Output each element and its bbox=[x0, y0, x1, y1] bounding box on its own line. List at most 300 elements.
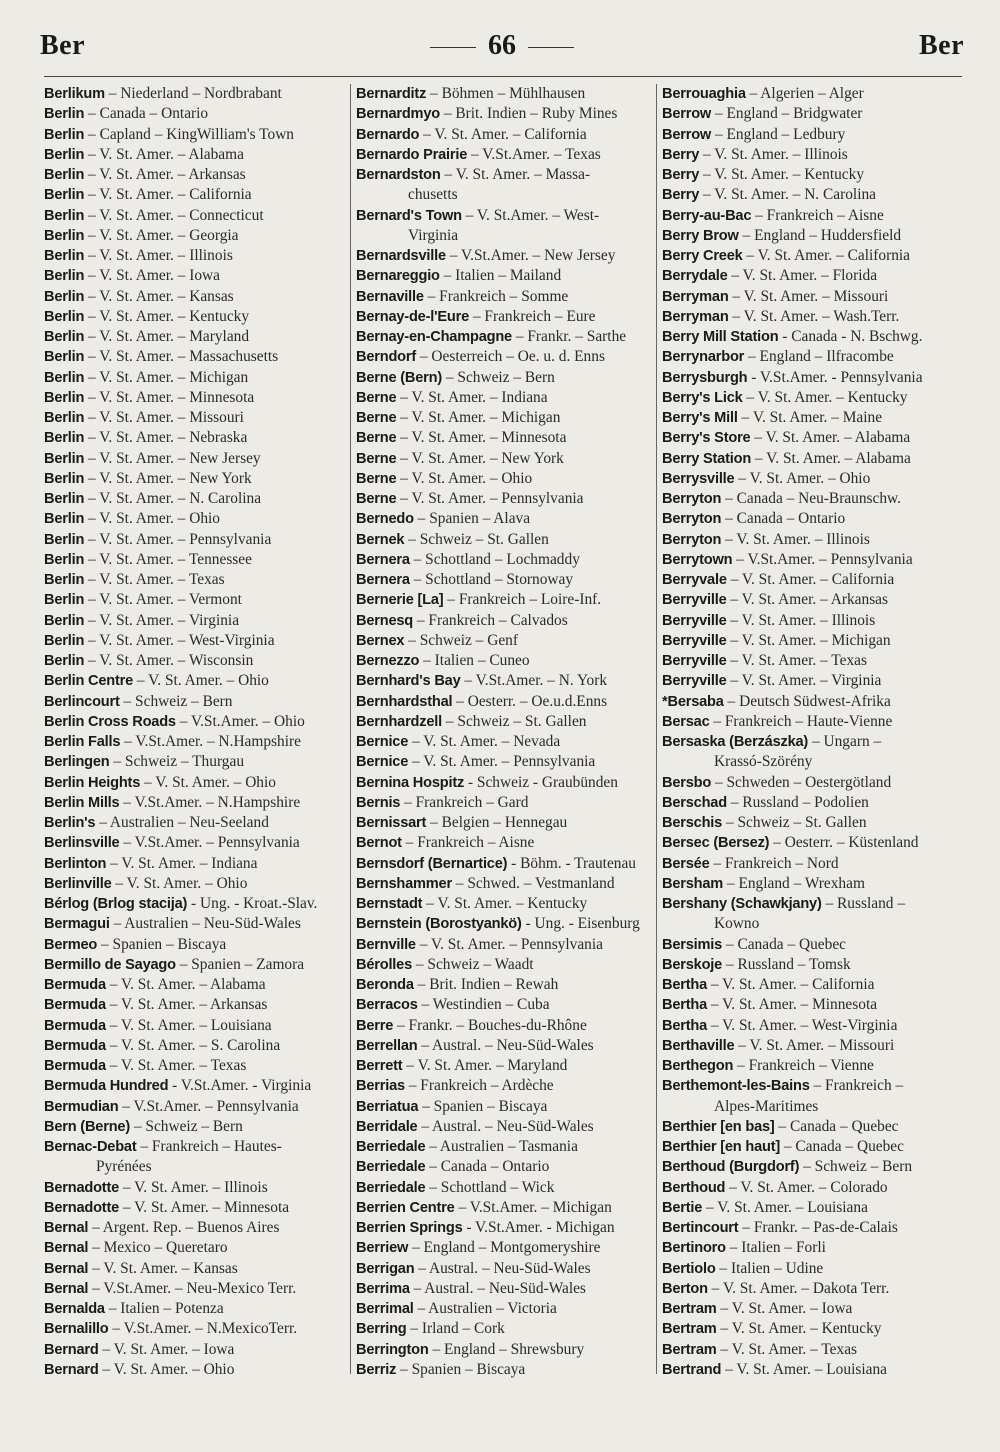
entry-location: – V. St. Amer. – Minnesota bbox=[119, 1198, 290, 1216]
entry-headword: Berlin bbox=[44, 329, 85, 345]
entry-headword: Berlin Cross Roads bbox=[44, 713, 176, 730]
entry-location: – V.St.Amer. – N.Hampshire bbox=[119, 793, 301, 811]
gazetteer-entry bbox=[44, 287, 344, 307]
entry-headword: Berlin bbox=[44, 167, 85, 183]
entry-headword: Berthoud bbox=[662, 1179, 726, 1196]
entry-headword: Bersée bbox=[662, 855, 710, 872]
gazetteer-entry bbox=[356, 246, 656, 266]
entry-location: – Italien – Potenza bbox=[104, 1300, 224, 1317]
entry-location: – Frankreich – Somme bbox=[423, 287, 569, 305]
entry-location: – V.St.Amer. – N. York bbox=[460, 672, 608, 690]
gazetteer-entry bbox=[44, 125, 344, 145]
gazetteer-entry bbox=[356, 449, 656, 469]
entry-location: – V. St. Amer. – Arkansas bbox=[84, 166, 246, 183]
gazetteer-entry bbox=[356, 206, 656, 247]
entry-headword: Berlin bbox=[44, 491, 85, 507]
page-header bbox=[40, 30, 964, 70]
entry-location: – Austral. – Neu-Süd-Wales bbox=[417, 1117, 594, 1135]
entry-headword: Berne bbox=[356, 410, 397, 426]
entry-location: – V. St. Amer. – Maryland bbox=[84, 328, 250, 345]
entry-headword: Bernissart bbox=[356, 815, 427, 831]
gazetteer-entry bbox=[356, 590, 656, 610]
entry-headword: Bernezzo bbox=[356, 653, 420, 669]
entry-headword: Berthemont-les-Bains bbox=[662, 1078, 810, 1095]
gazetteer-entry bbox=[44, 671, 344, 691]
entry-headword: Berridale bbox=[356, 1118, 418, 1135]
gazetteer-entry bbox=[356, 1319, 656, 1339]
gazetteer-entry bbox=[44, 854, 344, 874]
entry-headword: Berlin bbox=[44, 369, 85, 386]
gazetteer-entry bbox=[44, 1319, 344, 1339]
entry-location: – V. St. Amer. – Minnesota bbox=[707, 996, 878, 1014]
gazetteer-entry bbox=[356, 428, 656, 448]
entry-location: – Australien – Neu-Seeland bbox=[95, 814, 269, 831]
gazetteer-entry bbox=[44, 1299, 344, 1319]
entry-headword: Berlingen bbox=[44, 754, 110, 771]
entry-headword: Bertincourt bbox=[662, 1220, 739, 1236]
entry-location: – Schweiz – Bern bbox=[442, 368, 555, 386]
entry-headword: Bernarditz bbox=[356, 86, 427, 102]
entry-headword: Berrigan bbox=[356, 1260, 415, 1277]
column-divider bbox=[656, 84, 657, 1374]
gazetteer-entry bbox=[356, 1076, 656, 1096]
entry-headword: Bernadotte bbox=[44, 1179, 120, 1196]
gazetteer-entry bbox=[662, 712, 964, 732]
entry-headword: Berlin Heights bbox=[44, 774, 141, 791]
entry-headword: Bermuda bbox=[44, 1058, 106, 1074]
entry-headword: Bernice bbox=[356, 754, 409, 771]
gazetteer-entry bbox=[356, 1178, 656, 1198]
entry-location: – V. St. Amer. – Texas bbox=[716, 1340, 858, 1358]
entry-headword: Bernshammer bbox=[356, 875, 452, 892]
entry-location: – England – Ilfracombe bbox=[744, 348, 894, 366]
gazetteer-entry bbox=[662, 185, 964, 205]
entry-headword: Bernal bbox=[44, 1260, 89, 1277]
entry-location: – Schweiz – St. Gallen bbox=[722, 814, 867, 831]
entry-headword: Berlin bbox=[44, 227, 85, 244]
entry-headword: Berry's Mill bbox=[662, 410, 738, 426]
gazetteer-entry bbox=[662, 590, 964, 610]
gazetteer-entry bbox=[356, 550, 656, 570]
entry-headword: Bern (Berne) bbox=[44, 1118, 130, 1135]
gazetteer-entry bbox=[356, 752, 656, 772]
entry-headword: Bersac bbox=[662, 713, 710, 730]
entry-location: – V. St. Amer. – Kentucky bbox=[422, 895, 588, 912]
entry-location: – V. St. Amer. – Michigan bbox=[396, 409, 561, 426]
entry-location: – V. St. Amer. – Alabama bbox=[750, 429, 911, 447]
entry-location: – Schweiz – St. Gallen bbox=[404, 530, 549, 548]
gazetteer-entry bbox=[44, 732, 344, 752]
entry-location: – V. St. Amer. – Maryland bbox=[402, 1057, 568, 1074]
entry-location: – V. St. Amer. – Texas bbox=[726, 652, 867, 669]
entry-headword: Berryville bbox=[662, 632, 727, 649]
entry-location: – V.St.Amer. – Ohio bbox=[175, 712, 305, 730]
entry-headword: Berne bbox=[356, 491, 397, 507]
entry-headword: Bertha bbox=[662, 997, 708, 1014]
gazetteer-entry bbox=[44, 1056, 344, 1076]
entry-headword: Berskoje bbox=[662, 956, 723, 973]
gazetteer-entry bbox=[44, 773, 344, 793]
entry-headword: Berrytown bbox=[662, 551, 733, 568]
gazetteer-entry bbox=[356, 732, 656, 752]
entry-location: – V. St. Amer. – Alabama bbox=[84, 145, 244, 163]
entry-headword: Bertram bbox=[662, 1321, 717, 1338]
gazetteer-entry bbox=[44, 368, 344, 388]
entry-location: – Schottland – Wick bbox=[425, 1178, 555, 1196]
gazetteer-entry bbox=[356, 1279, 656, 1299]
entry-location: – Capland – KingWilliam's Town bbox=[84, 125, 295, 143]
gazetteer-entry bbox=[356, 530, 656, 550]
entry-location: – V.St.Amer. – Pennsylvania bbox=[119, 834, 300, 852]
entry-location: – Frankreich – Aisne bbox=[751, 206, 884, 224]
entry-location: – V. St. Amer. – Dakota Terr. bbox=[707, 1279, 890, 1297]
entry-continuation: Virginia bbox=[408, 226, 459, 244]
entry-headword: Bernardmyo bbox=[356, 106, 440, 123]
entry-location: – V. St. Amer. – Alabama bbox=[105, 976, 266, 993]
gazetteer-entry bbox=[662, 1157, 964, 1177]
entry-headword: Berriz bbox=[356, 1361, 397, 1378]
gazetteer-entry bbox=[44, 1198, 344, 1218]
entry-location: – V.St.Amer. – N.Hampshire bbox=[120, 733, 301, 750]
entry-location: – V. St. Amer. – Minnesota bbox=[84, 388, 255, 406]
entry-location: – Canada – Ontario bbox=[721, 510, 846, 528]
entry-headword: Bernardo bbox=[356, 126, 420, 143]
entry-location: – V. St. Amer. – West-Virginia bbox=[707, 1016, 898, 1034]
entry-headword: Berthegon bbox=[662, 1058, 734, 1074]
entry-location: – Italien – Mailand bbox=[439, 267, 562, 285]
entry-headword: Bernstadt bbox=[356, 896, 423, 912]
entry-location: – V. St. Amer. – S. Carolina bbox=[105, 1036, 281, 1054]
gazetteer-entry bbox=[356, 1218, 656, 1238]
entry-location: – V. St. Amer. – Massachusetts bbox=[84, 348, 279, 366]
entry-headword: Berne (Bern) bbox=[356, 369, 442, 386]
gazetteer-entry bbox=[44, 226, 344, 246]
entry-location: – V. St. Amer. – Virginia bbox=[84, 611, 240, 629]
entry-headword: Bernot bbox=[356, 835, 402, 852]
entry-location: – V. St. Amer. – Ohio bbox=[111, 874, 248, 892]
entry-headword: Bernsdorf (Bernartice) bbox=[356, 855, 508, 872]
gazetteer-entry bbox=[44, 874, 344, 894]
gazetteer-entry bbox=[44, 307, 344, 327]
gazetteer-entry bbox=[662, 125, 964, 145]
entry-headword: Bermuda Hundred bbox=[44, 1078, 169, 1095]
gazetteer-entry bbox=[356, 773, 656, 793]
gazetteer-entry bbox=[662, 530, 964, 550]
gazetteer-entry bbox=[662, 570, 964, 590]
entry-headword: Bertiolo bbox=[662, 1260, 716, 1277]
entry-location: – V. St. Amer. – Kentucky bbox=[699, 166, 865, 183]
gazetteer-entry bbox=[44, 1259, 344, 1279]
entry-headword: Bersec (Bersez) bbox=[662, 835, 770, 852]
gazetteer-entry bbox=[662, 813, 964, 833]
entry-headword: Bermudian bbox=[44, 1098, 119, 1115]
entry-headword: Beronda bbox=[356, 977, 414, 993]
gazetteer-entry bbox=[44, 995, 344, 1015]
entry-headword: Berrow bbox=[662, 106, 712, 123]
gazetteer-entry bbox=[356, 631, 656, 651]
entry-location: – Australien – Tasmania bbox=[425, 1138, 578, 1155]
gazetteer-entry bbox=[662, 1238, 964, 1258]
entry-location: – V. St. Amer. – Illinois bbox=[119, 1178, 268, 1196]
entry-location: – Australien – Victoria bbox=[413, 1300, 557, 1317]
entry-headword: Berry Mill Station bbox=[662, 329, 779, 345]
gazetteer-entry bbox=[44, 104, 344, 124]
entry-headword: Bernera bbox=[356, 572, 410, 588]
entry-headword: Bernal bbox=[44, 1220, 89, 1236]
gazetteer-entry bbox=[356, 1036, 656, 1056]
entry-location: – V.St.Amer. – Pennsylvania bbox=[732, 550, 913, 568]
entry-location: – V. St. Amer. – Kansas bbox=[88, 1259, 238, 1277]
entry-headword: Bernina Hospitz bbox=[356, 774, 465, 791]
entry-location: – V. St. Amer. – Ohio bbox=[734, 469, 871, 487]
entry-location: – V. St. Amer. – New York bbox=[396, 449, 564, 467]
entry-location: – Frankreich – Gard bbox=[400, 793, 529, 811]
entry-location: – V. St. Amer. – Iowa bbox=[716, 1300, 853, 1317]
entry-headword: Berrimal bbox=[356, 1301, 414, 1317]
entry-headword: Berlin bbox=[44, 531, 85, 548]
entry-headword: Berryvale bbox=[662, 572, 727, 588]
entry-location: – Frankreich – Nord bbox=[709, 854, 839, 872]
gazetteer-entry bbox=[662, 631, 964, 651]
gazetteer-entry bbox=[44, 530, 344, 550]
entry-headword: Berriedale bbox=[356, 1139, 426, 1155]
gazetteer-entry bbox=[356, 692, 656, 712]
gazetteer-entry bbox=[44, 894, 344, 914]
gazetteer-entry bbox=[662, 550, 964, 570]
entry-location: – V. St. Amer. – Illinois bbox=[726, 611, 876, 629]
gazetteer-entry bbox=[44, 692, 344, 712]
entry-headword: Bertram bbox=[662, 1341, 717, 1358]
entry-headword: Berschis bbox=[662, 815, 723, 831]
entry-location: – Spanien – Zamora bbox=[175, 955, 305, 973]
entry-headword: Bernardsville bbox=[356, 248, 446, 264]
gazetteer-entry bbox=[44, 975, 344, 995]
entry-location: – V. St. Amer. – Iowa bbox=[84, 267, 220, 285]
gazetteer-entry bbox=[662, 347, 964, 367]
entry-headword: Berriatua bbox=[356, 1098, 419, 1115]
entry-headword: Berthaville bbox=[662, 1037, 735, 1054]
gazetteer-entry bbox=[662, 388, 964, 408]
entry-location: – V. St. Amer. – Arkansas bbox=[105, 996, 268, 1014]
entry-location: – Schweden – Oestergötland bbox=[711, 773, 892, 791]
entry-headword: Bernadotte bbox=[44, 1199, 120, 1216]
entry-location: – Frankreich – bbox=[809, 1077, 904, 1095]
gazetteer-entry bbox=[44, 1178, 344, 1198]
entry-location: – V. St. Amer. – Nevada bbox=[408, 733, 561, 750]
gazetteer-entry bbox=[356, 813, 656, 833]
gazetteer-entry bbox=[44, 1340, 344, 1360]
entry-headword: Berrow bbox=[662, 126, 712, 143]
entry-headword: Berlin bbox=[44, 288, 85, 305]
entry-headword: Bermagui bbox=[44, 916, 110, 933]
entry-location: – Schweiz – Genf bbox=[404, 631, 518, 649]
entry-headword: Bernareggio bbox=[356, 268, 440, 285]
header-rule bbox=[44, 76, 962, 77]
gazetteer-entry bbox=[356, 914, 656, 934]
gazetteer-entry bbox=[662, 1319, 964, 1339]
entry-location: – V. St. Amer. – Arkansas bbox=[726, 591, 889, 609]
entry-location: – England – Montgomeryshire bbox=[408, 1239, 601, 1257]
entry-location: – Austral. – Neu-Süd-Wales bbox=[417, 1036, 594, 1054]
entry-location: – Frankreich – Calvados bbox=[413, 611, 568, 629]
entry-headword: Berlin bbox=[44, 349, 85, 366]
entry-headword: Berne bbox=[356, 430, 397, 447]
gazetteer-entry bbox=[356, 1299, 656, 1319]
entry-headword: Berlinville bbox=[44, 875, 112, 892]
entry-location: – V. St. Amer. – California bbox=[419, 125, 587, 143]
entry-location: – Frankr. – Bouches-du-Rhône bbox=[393, 1016, 587, 1034]
entry-location: – V. St. Amer. – Missouri bbox=[728, 287, 889, 305]
entry-headword: Bersimis bbox=[662, 936, 723, 953]
gazetteer-entry bbox=[356, 1137, 656, 1157]
gazetteer-entry bbox=[356, 307, 656, 327]
divider bbox=[528, 47, 574, 48]
entry-headword: Berryton bbox=[662, 531, 722, 548]
gazetteer-entry bbox=[662, 732, 964, 773]
gazetteer-entry bbox=[662, 84, 964, 104]
gazetteer-entry bbox=[44, 388, 344, 408]
gazetteer-entry bbox=[44, 206, 344, 226]
entry-location: – Mexico – Queretaro bbox=[88, 1239, 228, 1257]
entry-location: – V. St. Amer. – Ohio bbox=[140, 773, 276, 791]
entry-location: – Austral. – Neu-Süd-Wales bbox=[414, 1259, 591, 1277]
entry-headword: Berry bbox=[662, 187, 700, 204]
entry-location: – V.St.Amer. – Neu-Mexico Terr. bbox=[88, 1279, 297, 1297]
entry-location: – V. St. Amer. – New York bbox=[84, 469, 252, 487]
entry-headword: Berlikum bbox=[44, 86, 105, 102]
entry-location: – V. St. Amer. – Michigan bbox=[726, 631, 891, 649]
entry-location: – Westindien – Cuba bbox=[417, 996, 550, 1014]
entry-headword: Berlin bbox=[44, 612, 85, 629]
gazetteer-entry bbox=[44, 165, 344, 185]
gazetteer-entry bbox=[356, 874, 656, 894]
entry-location: – Italien – Udine bbox=[715, 1259, 824, 1277]
gazetteer-entry bbox=[356, 1259, 656, 1279]
entry-location: - Ung. - Eisenburg bbox=[521, 915, 640, 933]
entry-location: – V. St. Amer. – Maine bbox=[737, 409, 883, 426]
entry-location: – Ungarn – bbox=[808, 733, 882, 750]
entry-headword: Berlin bbox=[44, 410, 85, 426]
gazetteer-entry bbox=[662, 793, 964, 813]
gazetteer-entry bbox=[44, 550, 344, 570]
entry-headword: Berlin bbox=[44, 248, 85, 264]
gazetteer-entry bbox=[356, 1157, 656, 1177]
entry-headword: Berlin bbox=[44, 308, 85, 325]
entry-location: – V. St. Amer. – California bbox=[84, 186, 252, 204]
entry-headword: Bermuda bbox=[44, 997, 106, 1014]
gazetteer-entry bbox=[44, 185, 344, 205]
divider bbox=[430, 47, 476, 48]
entry-headword: Bertrand bbox=[662, 1361, 722, 1378]
entry-location: – V. St. Amer. – Missouri bbox=[84, 409, 244, 426]
gazetteer-entry bbox=[44, 833, 344, 853]
entry-headword: Berry-au-Bac bbox=[662, 207, 752, 224]
entry-headword: Berry's Lick bbox=[662, 389, 743, 406]
entry-headword: Berne bbox=[356, 389, 397, 406]
entry-headword: Berlin bbox=[44, 389, 85, 406]
entry-location: - V.St.Amer. - Pennsylvania bbox=[747, 368, 923, 386]
gazetteer-entry bbox=[44, 1360, 344, 1380]
entry-location: – V. St. Amer. – Colorado bbox=[725, 1178, 888, 1196]
entry-headword: Berrydale bbox=[662, 268, 728, 285]
entry-location: – Belgien – Hennegau bbox=[426, 814, 568, 831]
gazetteer-entry bbox=[662, 1279, 964, 1299]
entry-location: - Canada - N. Bschwg. bbox=[778, 328, 923, 345]
entry-location: – V. St. Amer. – N. Carolina bbox=[699, 186, 876, 204]
entry-headword: Berry's Store bbox=[662, 430, 751, 447]
gazetteer-entry bbox=[44, 651, 344, 671]
entry-headword: Berrias bbox=[356, 1078, 405, 1095]
gazetteer-entry bbox=[356, 1117, 656, 1137]
gazetteer-entry bbox=[356, 509, 656, 529]
entry-headword: Berlin Mills bbox=[44, 794, 120, 811]
gazetteer-entry bbox=[662, 995, 964, 1015]
gazetteer-entry bbox=[44, 1218, 344, 1238]
entry-headword: Bertinoro bbox=[662, 1240, 726, 1257]
entry-continuation: Alpes-Maritimes bbox=[714, 1097, 819, 1115]
gazetteer-entry bbox=[356, 854, 656, 874]
entry-location: - V.St.Amer. - Virginia bbox=[168, 1077, 312, 1095]
gazetteer-entry bbox=[662, 651, 964, 671]
gazetteer-entry bbox=[44, 752, 344, 772]
entry-headword: Bernedo bbox=[356, 511, 414, 528]
entry-headword: Berriedale bbox=[356, 1159, 426, 1176]
entry-headword: Berryman bbox=[662, 308, 729, 325]
entry-location: - Böhm. - Trautenau bbox=[507, 854, 636, 872]
entry-location: – V. St. Amer. – California bbox=[707, 976, 875, 993]
gazetteer-entry bbox=[662, 1137, 964, 1157]
entry-headword: Berriedale bbox=[356, 1179, 426, 1196]
gazetteer-entry bbox=[44, 84, 344, 104]
entry-location: – England – Shrewsbury bbox=[428, 1340, 585, 1358]
gazetteer-entry bbox=[44, 712, 344, 732]
gazetteer-entry bbox=[44, 1238, 344, 1258]
gazetteer-entry bbox=[662, 408, 964, 428]
entry-location: – Frankreich – Ardèche bbox=[404, 1077, 554, 1095]
entry-headword: Bernard bbox=[44, 1361, 99, 1378]
gazetteer-entry bbox=[44, 914, 344, 934]
entry-location: – V. St. Amer. – Indiana bbox=[396, 388, 548, 406]
entry-headword: Berrien Springs bbox=[356, 1220, 463, 1236]
entry-headword: Berryville bbox=[662, 612, 727, 629]
entry-headword: Berriew bbox=[356, 1240, 409, 1257]
entry-headword: Bernice bbox=[356, 734, 409, 750]
gazetteer-entry bbox=[356, 611, 656, 631]
gazetteer-entry bbox=[662, 165, 964, 185]
gazetteer-entry bbox=[662, 206, 964, 226]
gazetteer-entry bbox=[44, 489, 344, 509]
entry-location: – V. St. Amer. – Ohio bbox=[98, 1360, 235, 1378]
gazetteer-entry bbox=[44, 793, 344, 813]
gazetteer-entry bbox=[356, 935, 656, 955]
entry-headword: Berlin bbox=[44, 450, 85, 467]
entry-headword: Berlin bbox=[44, 207, 85, 224]
gazetteer-entry bbox=[44, 408, 344, 428]
entry-location: – England – Wrexham bbox=[723, 874, 865, 892]
gazetteer-entry bbox=[356, 489, 656, 509]
entry-location: – Oesterr. – Oe.u.d.Enns bbox=[452, 692, 608, 710]
entry-location: – V. St. Amer. – Pennsylvania bbox=[408, 753, 596, 771]
entry-location: – V. St. Amer. – Ohio bbox=[84, 510, 221, 528]
entry-location: – V. St. Amer. – Illinois bbox=[721, 530, 870, 548]
entry-headword: Berlin bbox=[44, 268, 85, 285]
gazetteer-entry bbox=[356, 469, 656, 489]
gazetteer-entry bbox=[356, 894, 656, 914]
entry-location: – Brit. Indien – Ruby Mines bbox=[439, 105, 618, 123]
header-left-guideword: Ber bbox=[40, 30, 86, 61]
entry-headword: Bérolles bbox=[356, 956, 412, 973]
entry-location: – V. St. Amer. – Kentucky bbox=[716, 1320, 882, 1338]
